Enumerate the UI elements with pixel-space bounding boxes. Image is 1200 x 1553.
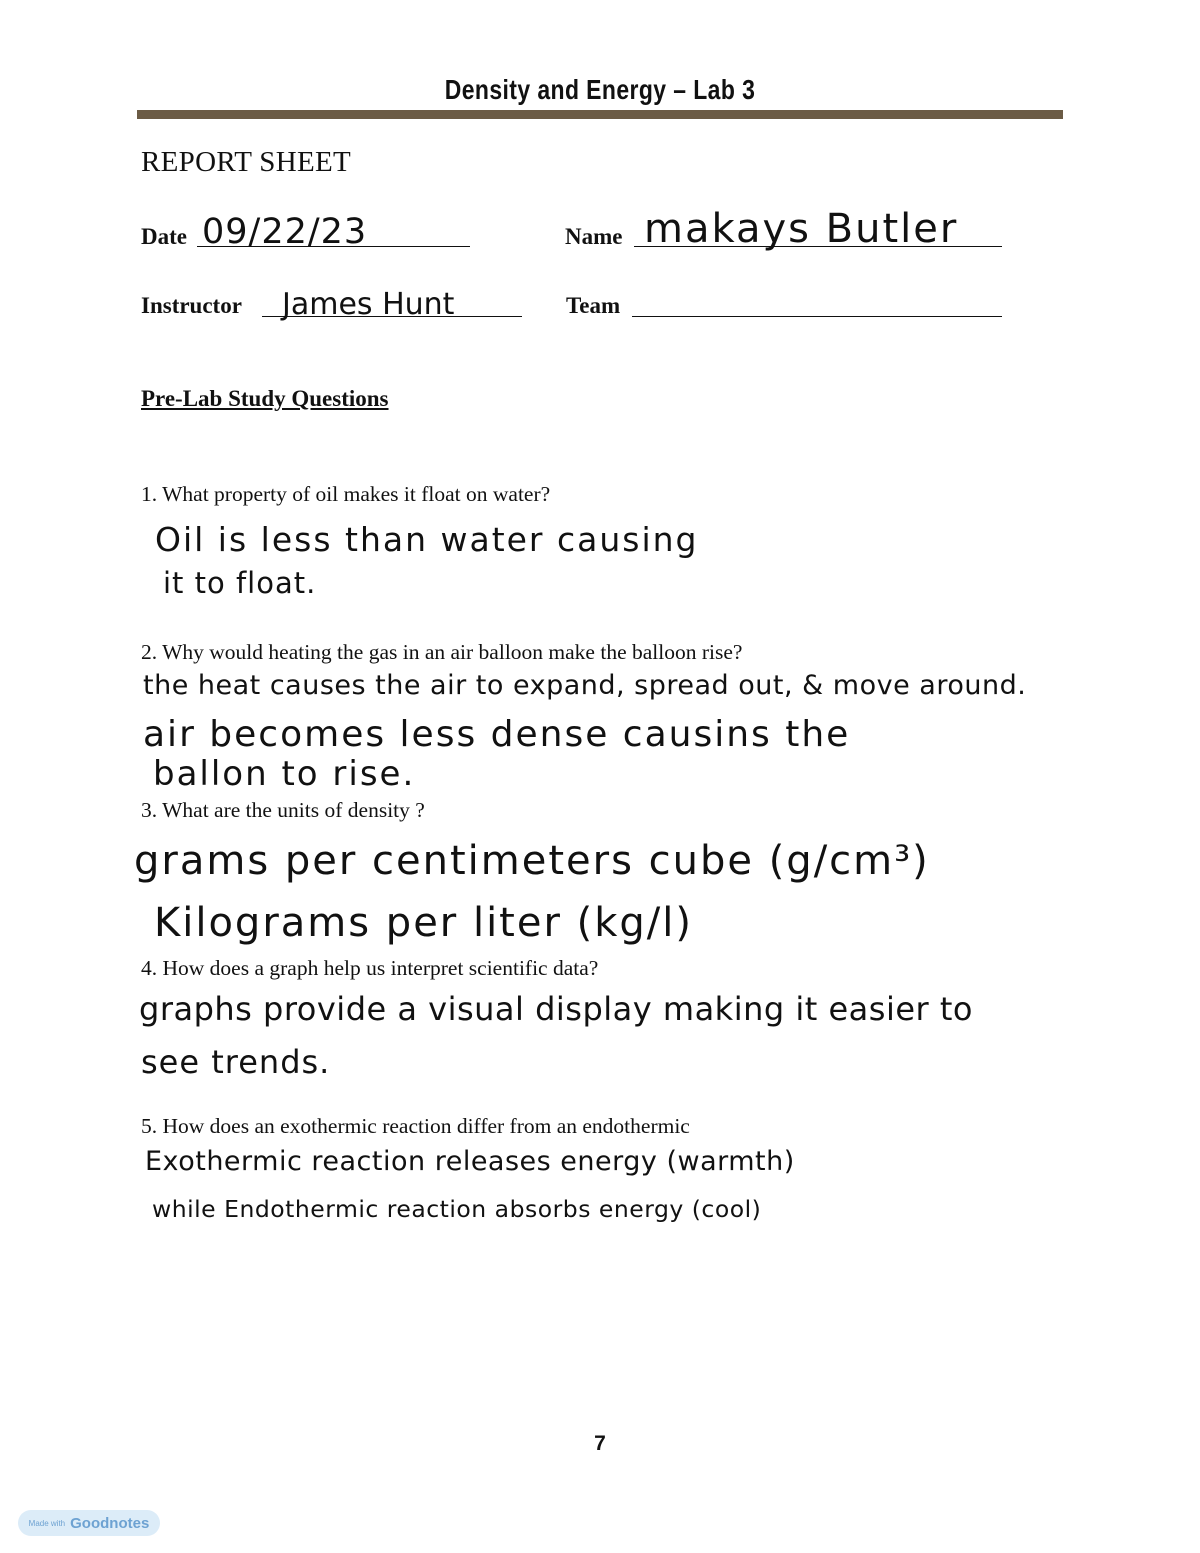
answer-2-line-2: air becomes less dense causins the: [143, 714, 851, 755]
section-heading: Pre-Lab Study Questions: [141, 386, 389, 411]
answer-5-line-1: Exothermic reaction releases energy (warmth): [145, 1146, 795, 1177]
answer-3-line-1: grams per centimeters cube (g/cm³): [134, 838, 930, 884]
answer-1-line-2: it to float.: [163, 566, 317, 600]
date-value[interactable]: 09/22/23: [202, 212, 368, 252]
answer-4-line-1: graphs provide a visual display making it easier to: [139, 990, 973, 1028]
name-value[interactable]: makays Butler: [644, 206, 959, 252]
team-line: [632, 316, 1002, 317]
answer-2-line-1: the heat causes the air to expand, spread out, & move around.: [143, 670, 1027, 701]
question-4: 4. How does a graph help us interpret scientific data?: [141, 956, 599, 980]
answer-2-line-3: ballon to rise.: [153, 754, 416, 794]
title-rule: [137, 110, 1063, 119]
name-label: Name: [565, 224, 623, 249]
question-2: 2. Why would heating the gas in an air balloon make the balloon rise?: [141, 640, 743, 664]
page-number: 7: [594, 1432, 606, 1455]
badge-small-text: Made with: [28, 1518, 66, 1528]
answer-5-line-2: while Endothermic reaction absorbs energy (cool): [152, 1195, 762, 1223]
answer-4-line-2: see trends.: [141, 1043, 331, 1081]
team-label: Team: [566, 293, 621, 318]
instructor-label: Instructor: [141, 293, 242, 318]
instructor-value[interactable]: James Hunt: [282, 287, 455, 322]
badge-brand-text: Goodnotes: [70, 1514, 150, 1532]
page-title: Density and Energy – Lab 3: [444, 74, 756, 105]
answer-1-line-1: Oil is less than water causing: [155, 520, 699, 559]
question-1: 1. What property of oil makes it float on water?: [141, 482, 551, 506]
report-sheet-heading: REPORT SHEET: [141, 146, 351, 178]
answer-3-line-2: Kilograms per liter (kg/l): [154, 900, 693, 946]
question-5: 5. How does an exothermic reaction differ from an endothermic: [141, 1114, 690, 1138]
question-3: 3. What are the units of density ?: [141, 798, 425, 822]
goodnotes-badge: [18, 1510, 160, 1536]
date-label: Date: [141, 224, 187, 249]
